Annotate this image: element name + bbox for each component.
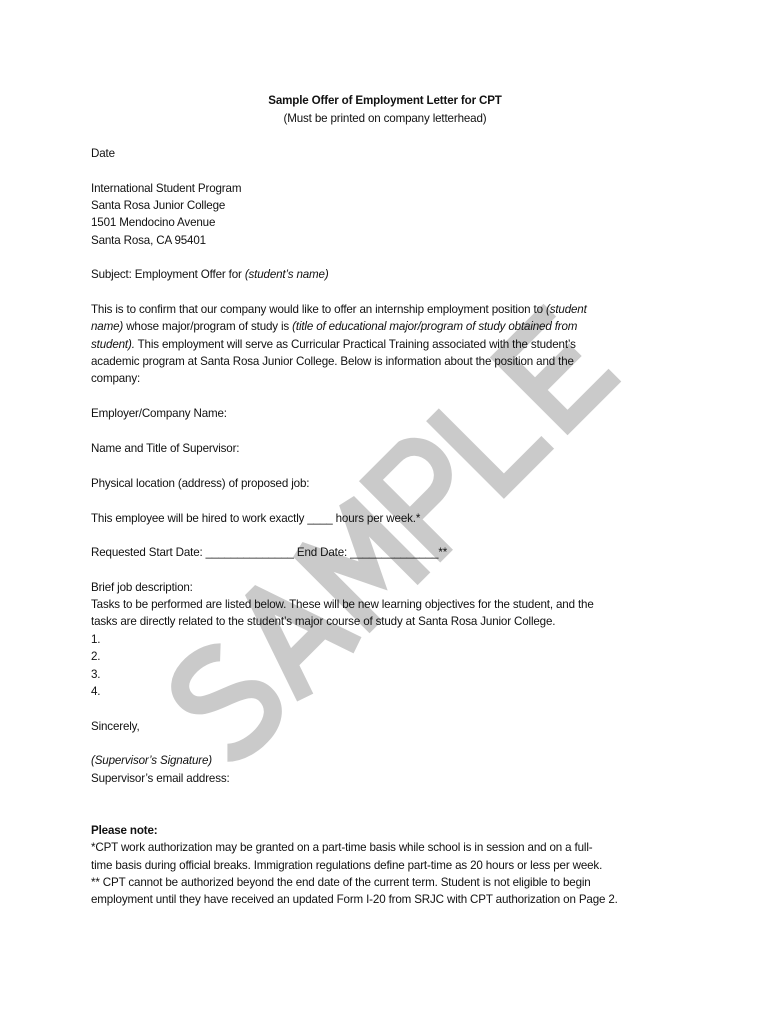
intro-line: company: [91,372,141,385]
text: whose major/program of study is [123,320,293,333]
signature-text: (Supervisor’s Signature) [91,754,212,767]
employer-field: Employer/Company Name: [91,407,227,420]
job-line: tasks are directly related to the student’s major course of study at Santa Rosa Junior College. [91,615,556,628]
document-subtitle: (Must be printed on company letterhead) [283,112,487,125]
email-label: Supervisor’s email address: [91,772,230,785]
text: This is to confirm that our company would like to offer an internship employment position to [91,303,546,316]
address-line: 1501 Mendocino Avenue [91,216,216,229]
address-line: International Student Program [91,182,242,195]
note-heading [91,823,158,839]
placeholder: (student [545,303,587,316]
supervisor-field: Name and Title of Supervisor: [91,442,240,455]
address-line: Santa Rosa, CA 95401 [91,234,206,247]
task-item: 2. [91,650,101,663]
job-line: Tasks to be performed are listed below. These will be new learning objectives for the student, and the [91,598,594,611]
watermark-letter-s [165,643,284,762]
closing: Sincerely, [91,720,140,733]
address-line: Santa Rosa Junior College [91,199,226,212]
intro-line [91,319,577,335]
placeholder: name) [91,320,124,333]
watermark-letter-a [229,569,358,698]
placeholder: (title of educational major/program of study obtained from [292,320,578,333]
date-label: Date [91,147,115,160]
watermark-letter-l [432,371,547,486]
task-item: 3. [91,668,101,681]
hours-field: This employee will be hired to work exactly ____ hours per week.* [91,512,421,525]
student-name-placeholder: (student’s name) [244,268,329,281]
intro-line: academic program at Santa Rosa Junior College. Below is information about the position and the [91,355,574,368]
job-heading: Brief job description: [91,581,193,594]
watermark-letter-p [370,436,491,557]
note-line: ** CPT cannot be authorized beyond the end date of the current term. Student is not eligible to begin [91,876,591,889]
dates-field: Requested Start Date: ______________ End Date: ______________** [91,546,448,559]
document-title [0,93,770,109]
location-field: Physical location (address) of proposed job: [91,477,310,490]
text: This employment will serve as Curricular Practical Training associated with the student’s [134,338,576,351]
note-line: time basis during official breaks. Immigration regulations define part-time as 20 hours or less per week. [91,859,603,872]
intro-line [91,302,587,318]
subject-line [91,267,329,283]
placeholder: student). [91,338,135,351]
note-heading-text: Please note: [91,824,158,837]
task-item: 1. [91,633,101,646]
note-line: *CPT work authorization may be granted on a part-time basis while school is in session and on a full- [91,841,593,854]
intro-line [91,337,576,353]
signature-placeholder [91,753,212,769]
title-text: Sample Offer of Employment Letter for CPT [268,94,502,107]
subject-text: Subject: Employment Offer for [91,268,245,281]
note-line: employment until they have received an updated Form I-20 from SRJC with CPT authorization on Page 2. [91,893,618,906]
task-item: 4. [91,685,101,698]
